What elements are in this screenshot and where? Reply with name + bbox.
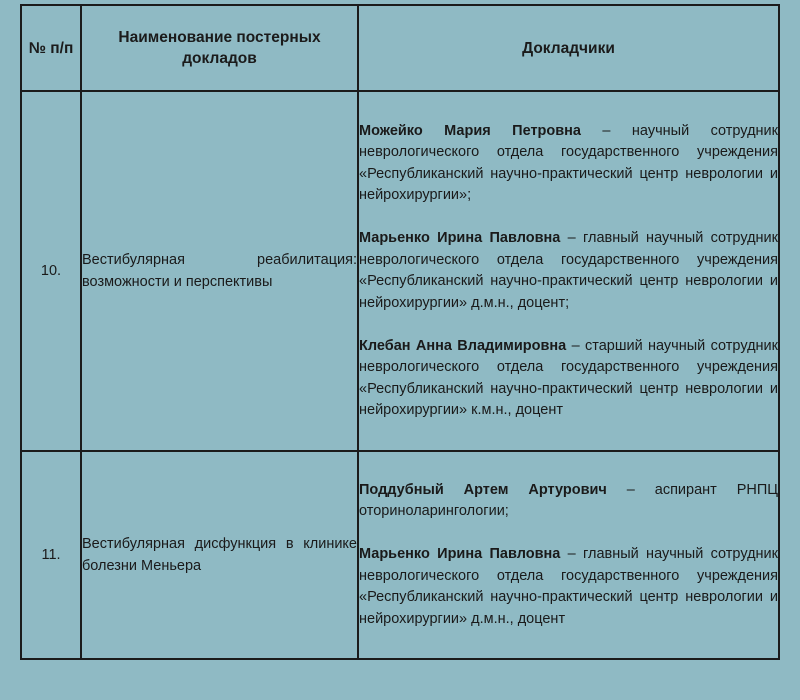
poster-reports-table	[20, 4, 780, 660]
report-title: Вестибулярная реабилитация: возможности и перспективы	[81, 91, 358, 451]
speaker-description: – научный сотрудник неврологического отдела государственного учреждения «Республиканский научно-практический центр неврологии и нейрохирургии»;	[359, 122, 778, 203]
speaker-name: Поддубный Артем Артурович	[359, 481, 607, 498]
speaker-description: – главный научный сотрудник неврологического отдела государственного учреждения «Республиканский научно-практический центр неврологии и нейрохирургии» д.м.н., доцент;	[359, 230, 778, 311]
row-number: 11.	[21, 451, 81, 659]
speaker-entry	[359, 228, 778, 314]
speaker-description: – аспирант РНПЦ оториноларингологии;	[359, 481, 779, 520]
speaker-name: Клебан Анна Владимировна	[359, 337, 567, 354]
speaker-name: Можейко Мария Петровна	[359, 122, 581, 139]
header-number: № п/п	[21, 5, 81, 91]
table-row	[21, 451, 779, 659]
row-number: 10.	[21, 91, 81, 451]
report-title: Вестибулярная дисфункция в клинике болезни Меньера	[81, 451, 358, 659]
speaker-entry	[359, 544, 778, 630]
header-speakers: Докладчики	[358, 5, 779, 91]
header-report-title: Наименование постерных докладов	[81, 5, 358, 91]
speaker-description: – старший научный сотрудник неврологического отдела государственного учреждения «Республиканский научно-практический центр неврологии и нейрохирургии» к.м.н., доцент	[359, 337, 778, 418]
speaker-name: Марьенко Ирина Павловна	[359, 230, 561, 246]
table-header-row	[21, 5, 779, 91]
speaker-entry	[359, 480, 778, 523]
speakers-cell	[358, 451, 779, 659]
speaker-name: Марьенко Ирина Павловна	[359, 546, 561, 563]
table-row	[21, 91, 779, 451]
speaker-entry	[359, 121, 778, 207]
speaker-entry	[359, 336, 778, 422]
speaker-description: – главный научный сотрудник неврологического отдела государственного учреждения «Республиканский научно-практический центр неврологии и нейрохирургии» д.м.н., доцент	[359, 546, 778, 627]
speakers-cell	[358, 91, 779, 451]
